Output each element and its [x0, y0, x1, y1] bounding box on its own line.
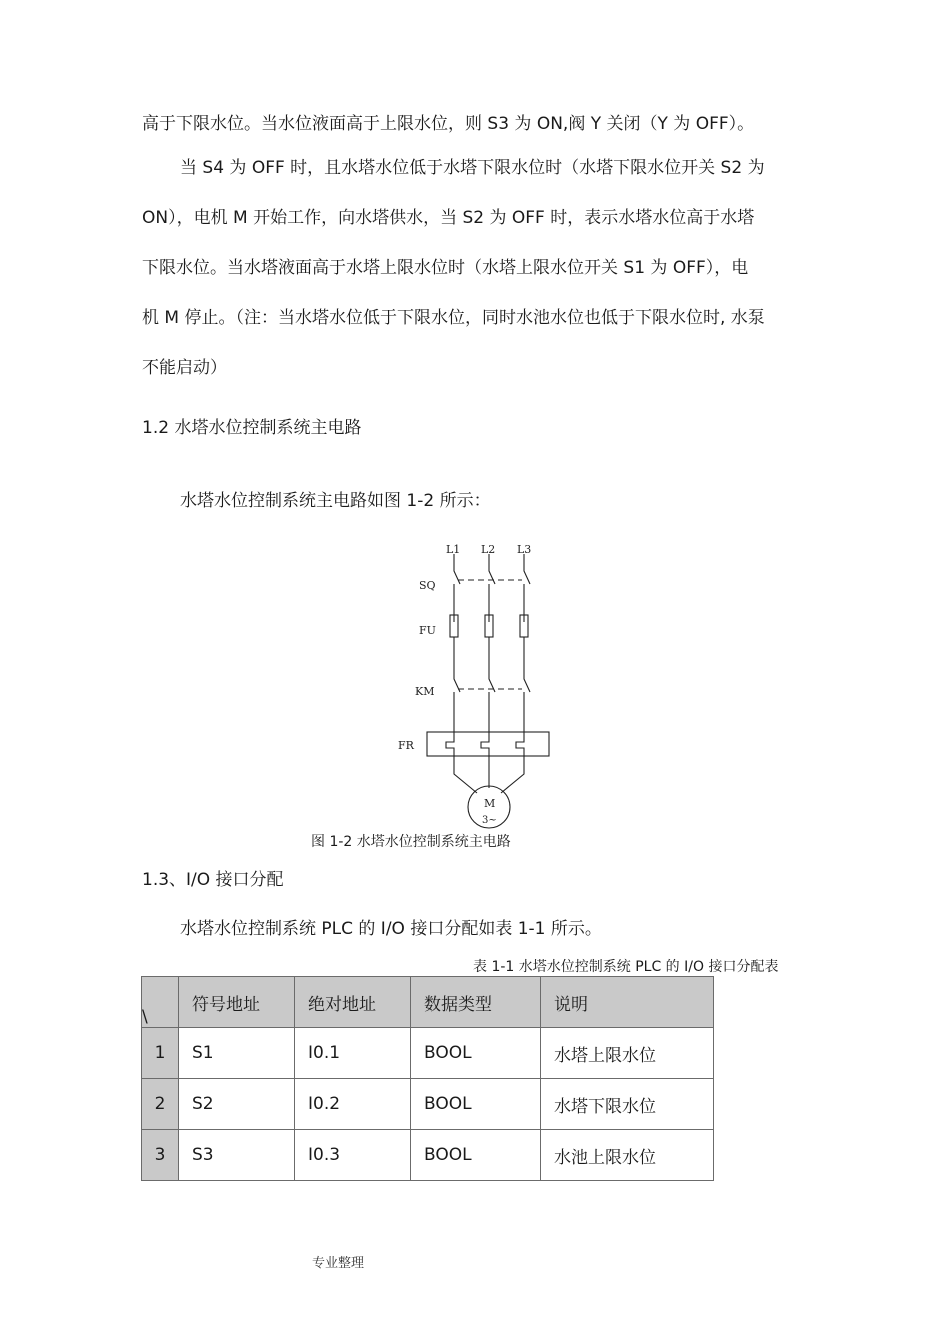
cell-symbol: S2 [179, 1079, 295, 1130]
table-row [142, 1079, 714, 1130]
figure-caption: 图 1-2 水塔水位控制系统主电路 [311, 834, 511, 850]
row-index: 3 [142, 1130, 179, 1181]
paragraph-1 [142, 99, 812, 149]
km-contact-l2 [489, 637, 495, 735]
text-line: 高于下限水位。当水位液面高于上限水位，则 S3 为 ON,阀 Y 关闭（Y 为 OFF）。 [142, 114, 755, 134]
km-label: KM [415, 685, 435, 698]
phase-label-l1: L1 [446, 543, 461, 556]
fr-element-l3 [516, 735, 524, 756]
row-index: 1 [142, 1028, 179, 1079]
motor-label: M [484, 797, 496, 810]
motor-phase-label: 3~ [482, 815, 497, 826]
text-line: 不能启动） [142, 358, 227, 378]
table-row [142, 1130, 714, 1181]
cell-desc: 水池上限水位 [541, 1130, 714, 1181]
km-contact-l1 [454, 637, 460, 735]
cell-type: BOOL [411, 1079, 541, 1130]
table-header-row [142, 977, 714, 1028]
cell-symbol: S3 [179, 1130, 295, 1181]
column-header-address: 绝对地址 [295, 977, 411, 1028]
row-index: 2 [142, 1079, 179, 1130]
motor-feed-l3 [501, 756, 524, 793]
table-row [142, 1028, 714, 1079]
text-line: ON），电机 M 开始工作，向水塔供水，当 S2 为 OFF 时，表示水塔水位高于水塔 [142, 208, 755, 228]
column-header-desc: 说明 [541, 977, 714, 1028]
cell-desc: 水塔下限水位 [541, 1079, 714, 1130]
paragraph-2 [142, 143, 812, 393]
text-line: 机 M 停止。（注：当水塔水位低于下限水位，同时水池水位也低于下限水位时, 水泵 [142, 308, 765, 328]
table-caption: 表 1-1 水塔水位控制系统 PLC 的 I/O 接口分配表 [473, 959, 779, 975]
cell-type: BOOL [411, 1028, 541, 1079]
sq-switch-l3 [524, 554, 530, 622]
main-circuit-diagram [390, 540, 570, 830]
section-heading-1-3: 1.3、I/O 接口分配 [142, 870, 284, 890]
section-heading-1-2: 1.2 水塔水位控制系统主电路 [142, 418, 362, 438]
column-header-symbol: 符号地址 [179, 977, 295, 1028]
cell-symbol: S1 [179, 1028, 295, 1079]
cell-type: BOOL [411, 1130, 541, 1181]
fr-element-l1 [446, 735, 454, 756]
phase-label-l3: L3 [517, 543, 532, 556]
sq-switch-l1 [454, 554, 460, 622]
motor-feed-l1 [454, 756, 477, 793]
phase-label-l2: L2 [481, 543, 496, 556]
sq-switch-l2 [489, 554, 495, 622]
sq-label: SQ [419, 579, 436, 592]
page-footer: 专业整理 [312, 1256, 365, 1271]
text-line: 下限水位。当水塔液面高于水塔上限水位时（水塔上限水位开关 S1 为 OFF），电 [142, 258, 749, 278]
cell-address: I0.3 [295, 1130, 411, 1181]
km-contact-l3 [524, 637, 530, 735]
table-corner-cell: \ [142, 977, 179, 1028]
fr-relay-box [427, 732, 549, 756]
section-intro-1-2: 水塔水位控制系统主电路如图 1-2 所示： [180, 491, 491, 511]
cell-address: I0.2 [295, 1079, 411, 1130]
fu-label: FU [419, 624, 436, 637]
text-line: 当 S4 为 OFF 时，且水塔水位低于水塔下限水位时（水塔下限水位开关 S2 为 [180, 158, 765, 178]
cell-address: I0.1 [295, 1028, 411, 1079]
section-intro-1-3: 水塔水位控制系统 PLC 的 I/O 接口分配如表 1-1 所示。 [180, 919, 602, 939]
cell-desc: 水塔上限水位 [541, 1028, 714, 1079]
fr-label: FR [398, 739, 414, 752]
fr-element-l2 [481, 735, 489, 756]
column-header-type: 数据类型 [411, 977, 541, 1028]
io-assignment-table [141, 976, 714, 1181]
